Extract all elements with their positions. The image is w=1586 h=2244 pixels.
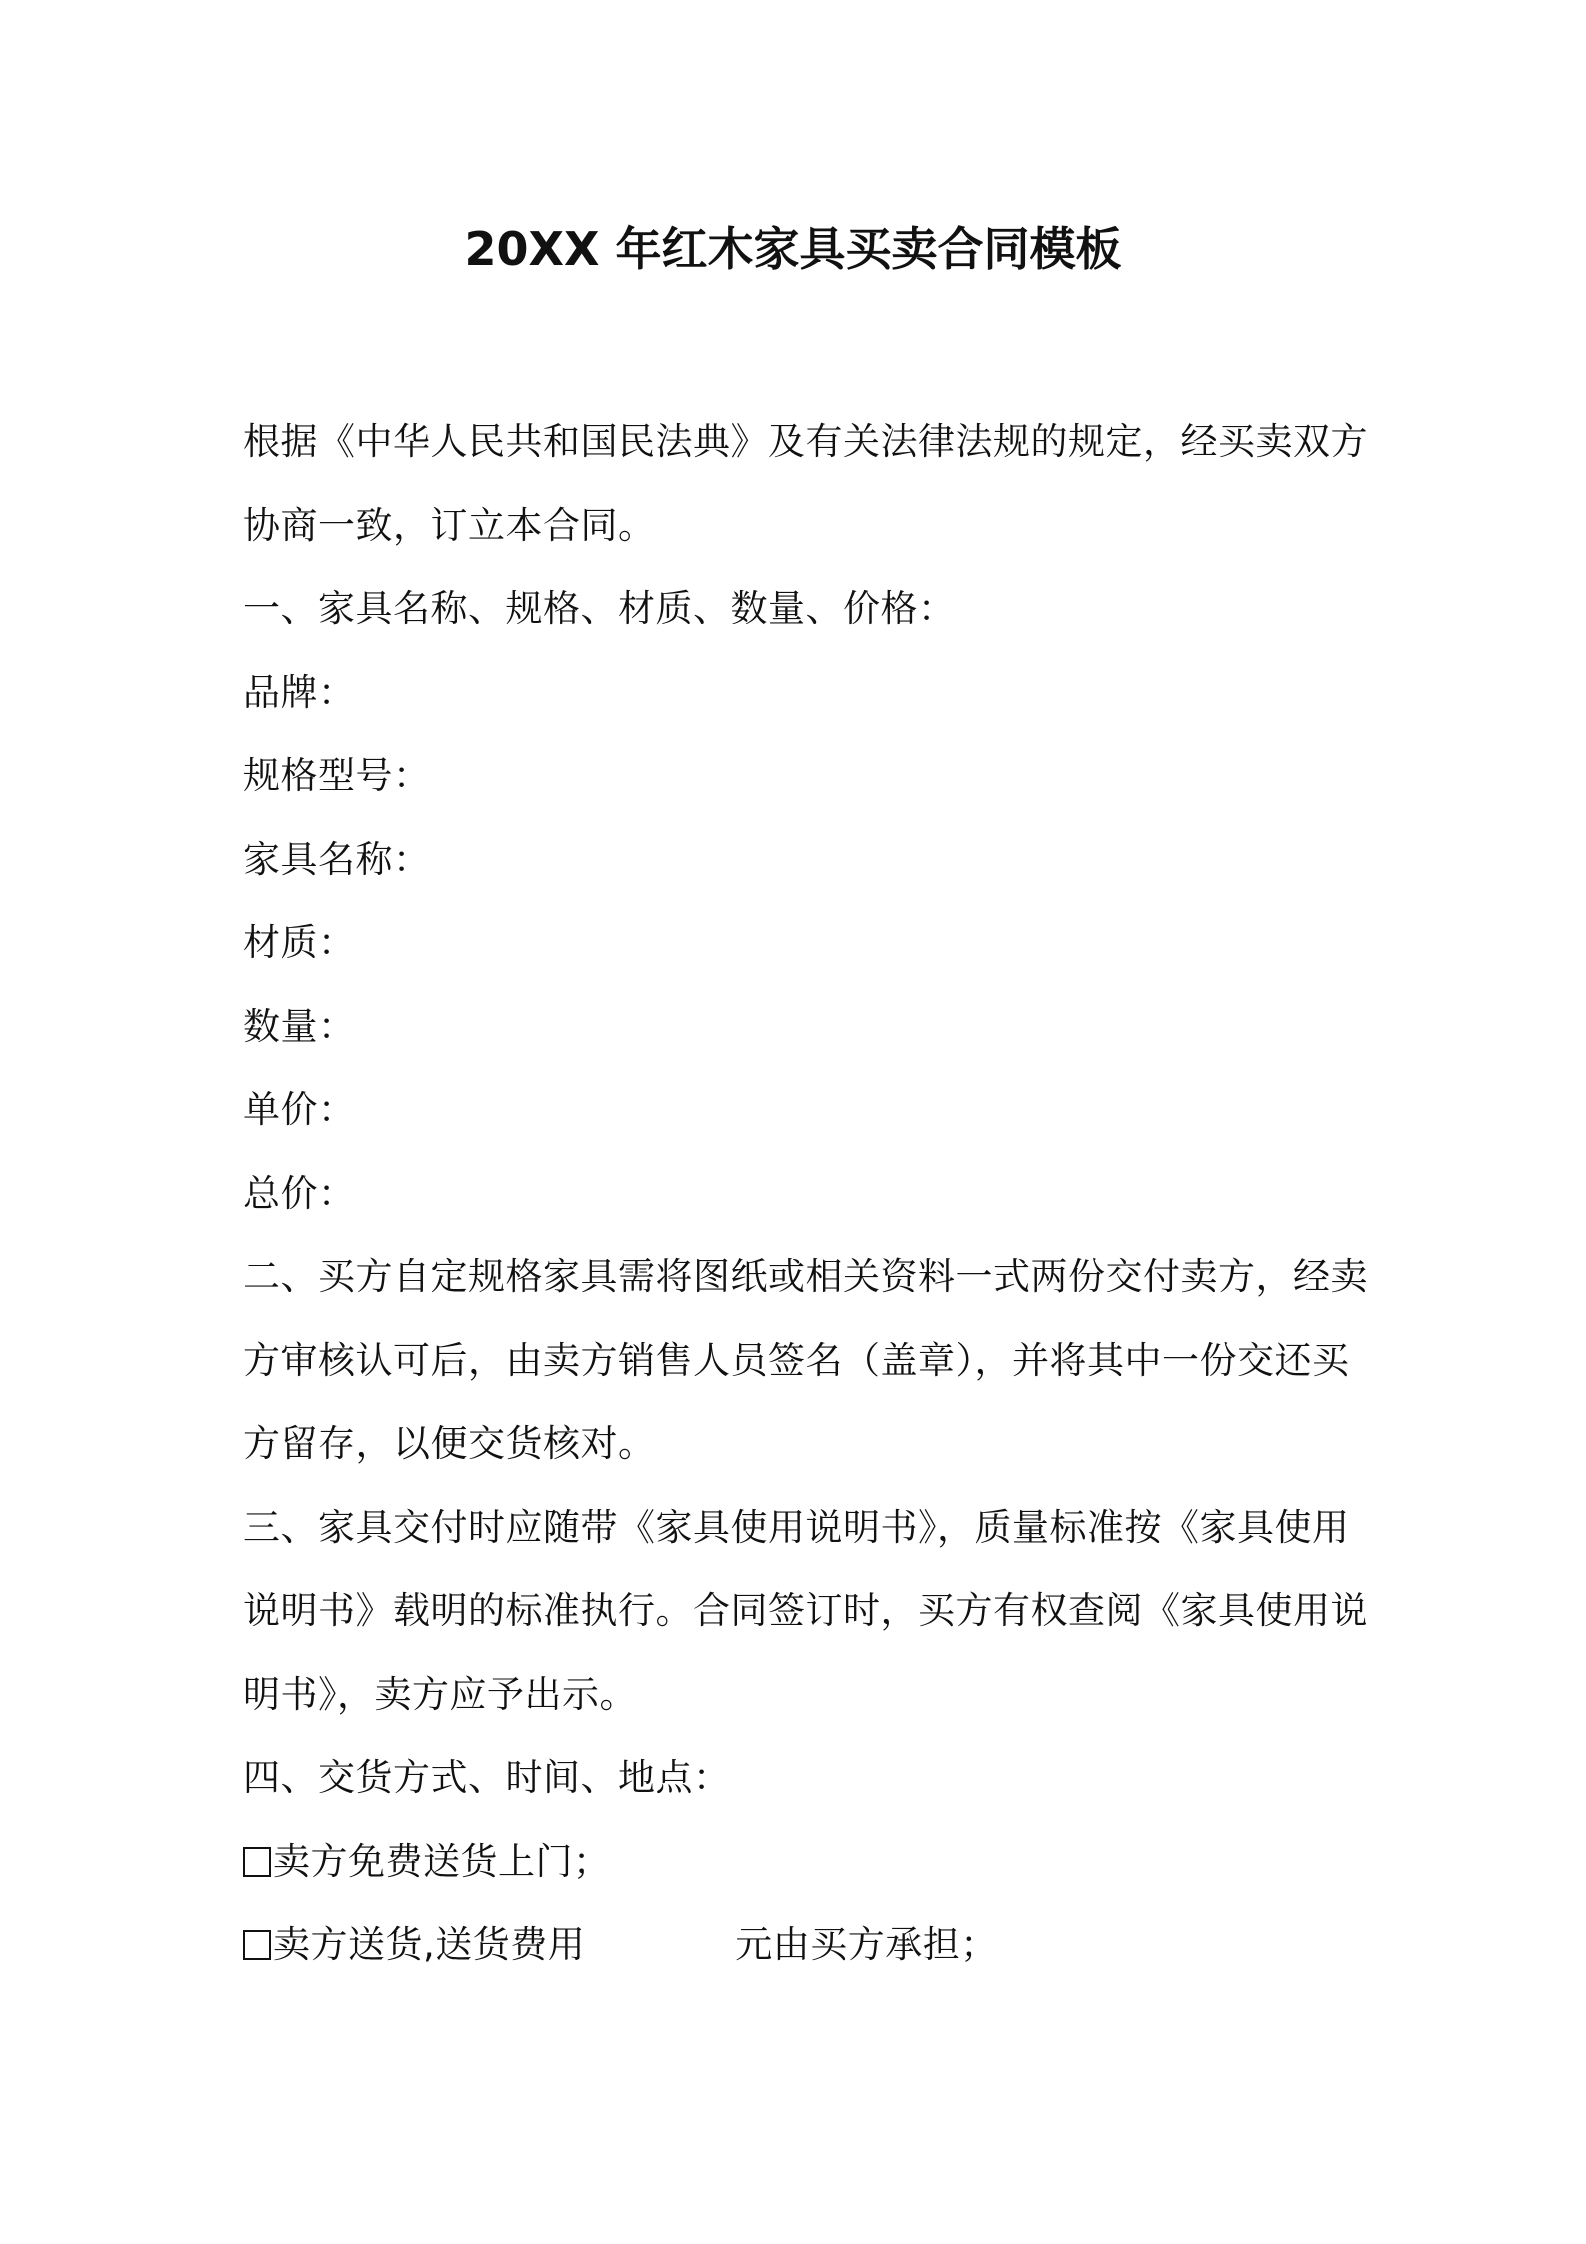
section-2-line-3: 方留存，以便交货核对。	[243, 1422, 656, 1465]
field-furniture-name: 家具名称：	[243, 837, 431, 881]
section-3-line-2: 说明书》载明的标准执行。合同签订时，买方有权查阅《家具使用说	[243, 1589, 1368, 1632]
field-quantity: 数量：	[243, 1004, 356, 1048]
section-1-heading: 一、家具名称、规格、材质、数量、价格：	[243, 587, 956, 630]
checkbox-free-delivery[interactable]	[243, 1847, 271, 1877]
field-brand: 品牌：	[243, 670, 356, 714]
section-3-line-1: 三、家具交付时应随带《家具使用说明书》，质量标准按《家具使用	[243, 1505, 1350, 1549]
option-paid-delivery-label: 卖方送货,送货费用	[273, 1923, 586, 1966]
delivery-option-paid	[243, 1903, 1363, 1987]
document-title: 20XX 年红木家具买卖合同模板	[464, 222, 1122, 276]
checkbox-paid-delivery[interactable]	[243, 1930, 271, 1960]
section-2-line-2: 方审核认可后，由卖方销售人员签名（盖章），并将其中一份交还买	[243, 1338, 1350, 1382]
intro-line-2: 协商一致，订立本合同。	[243, 503, 656, 547]
section-2-line-1: 二、买方自定规格家具需将图纸或相关资料一式两份交付卖方，经卖	[243, 1255, 1368, 1298]
section-4-heading: 四、交货方式、时间、地点：	[243, 1756, 731, 1799]
option-free-delivery-label: 卖方免费送货上门；	[273, 1839, 611, 1883]
field-model: 规格型号：	[243, 754, 431, 797]
intro-line-1: 根据《中华人民共和国民法典》及有关法律法规的规定，经买卖双方	[243, 420, 1368, 463]
option-paid-delivery-suffix: 元由买方承担；	[735, 1923, 998, 1966]
field-material: 材质：	[243, 921, 356, 964]
field-unit-price: 单价：	[243, 1088, 356, 1131]
document-body	[243, 400, 1368, 1987]
field-total-price: 总价：	[243, 1171, 356, 1215]
delivery-option-free	[243, 1820, 1363, 1904]
section-3-line-3: 明书》，卖方应予出示。	[243, 1672, 637, 1716]
